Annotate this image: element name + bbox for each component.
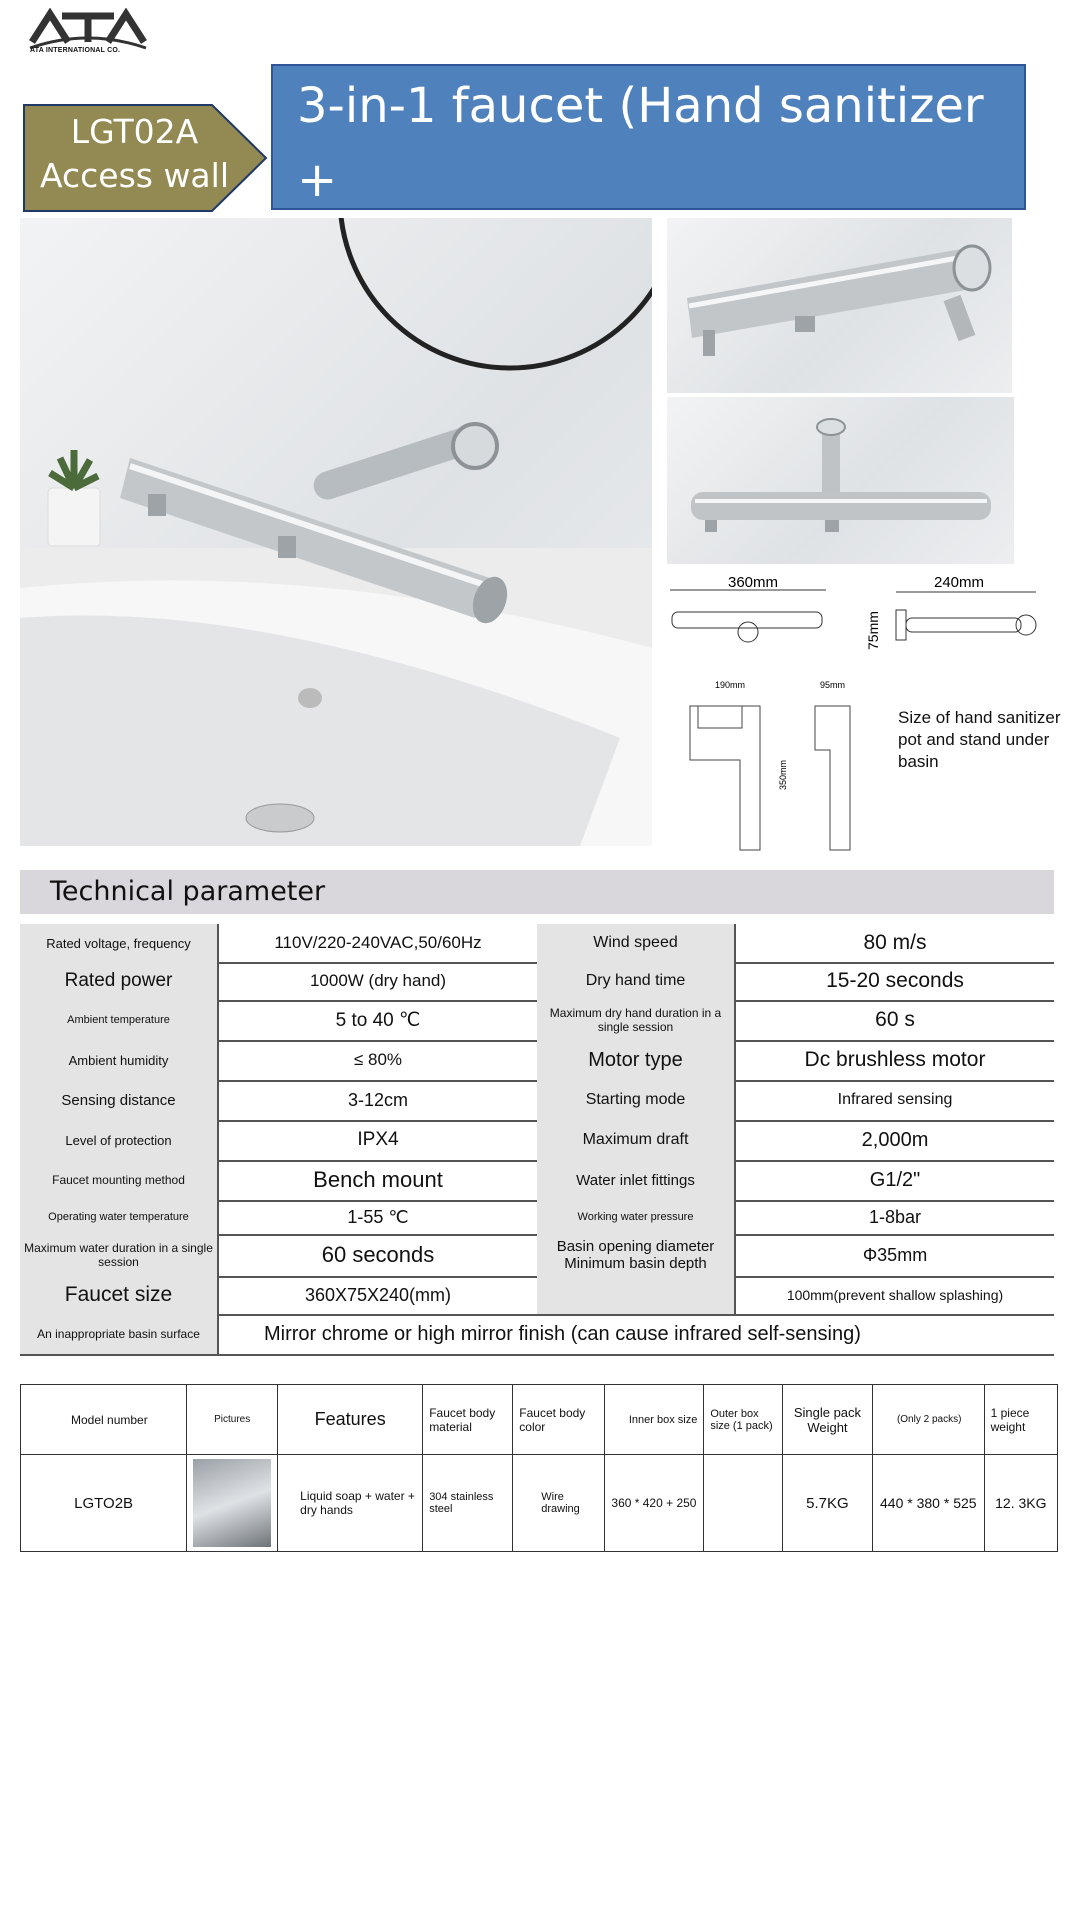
- td-two-packs: 440 * 380 * 525: [872, 1455, 984, 1552]
- param-value: 110V/220-240VAC,50/60Hz: [217, 924, 537, 962]
- dimension-drawing: [666, 570, 1046, 670]
- param-label: Working water pressure: [537, 1200, 734, 1234]
- dim-height: 75mm: [865, 611, 881, 650]
- company-name: ATA INTERNATIONAL CO.: [30, 47, 121, 54]
- param-value: 360X75X240(mm): [217, 1276, 537, 1314]
- param-value: Φ35mm: [734, 1234, 1054, 1276]
- param-row: [20, 1000, 1054, 1042]
- table-row: [21, 1455, 1058, 1552]
- td-features: Liquid soap + water + dry hands: [278, 1455, 423, 1552]
- model-code: LGT02A: [70, 112, 199, 151]
- param-value: Bench mount: [217, 1160, 537, 1200]
- th-piece-weight: 1 piece weight: [984, 1385, 1057, 1455]
- th-color: Faucet body color: [513, 1385, 604, 1455]
- param-value: Mirror chrome or high mirror finish (can cause infrared self-sensing): [217, 1314, 1054, 1354]
- product-thumbnail: [193, 1459, 271, 1547]
- param-label: Operating water temperature: [20, 1200, 217, 1234]
- title-line-1: 3-in-1 faucet (Hand sanitizer +: [297, 78, 984, 208]
- param-label: Water inlet fittings: [537, 1160, 734, 1200]
- param-value: 2,000m: [734, 1120, 1054, 1160]
- param-label: Level of protection: [20, 1120, 217, 1160]
- pot-width: 190mm: [715, 680, 746, 690]
- td-picture: [187, 1455, 278, 1552]
- param-label: Rated power: [20, 962, 217, 1000]
- param-label: [537, 1276, 734, 1314]
- model-type: Access wall: [39, 156, 229, 195]
- param-label: Dry hand time: [537, 962, 734, 1000]
- param-value: 100mm(prevent shallow splashing): [734, 1276, 1054, 1314]
- param-label: Starting mode: [537, 1080, 734, 1120]
- param-value: IPX4: [217, 1120, 537, 1160]
- side-photo-front: [667, 397, 1014, 564]
- page-title: [271, 64, 1026, 210]
- param-label: Rated voltage, frequency: [20, 924, 217, 962]
- param-row: [20, 1120, 1054, 1162]
- td-color: Wire drawing: [513, 1455, 604, 1552]
- param-row-basin-surface: [20, 1314, 1054, 1356]
- param-label: Ambient humidity: [20, 1040, 217, 1080]
- param-row: [20, 1040, 1054, 1082]
- th-material: Faucet body material: [423, 1385, 513, 1455]
- tech-param-header: Technical parameter: [20, 870, 1054, 914]
- th-model: Model number: [21, 1385, 187, 1455]
- param-value: Infrared sensing: [734, 1080, 1054, 1120]
- td-model: LGTO2B: [21, 1455, 187, 1552]
- param-label: Sensing distance: [20, 1080, 217, 1120]
- param-value: 3-12cm: [217, 1080, 537, 1120]
- param-row: [20, 1234, 1054, 1278]
- param-label: Ambient temperature: [20, 1000, 217, 1040]
- td-piece-weight: 12. 3KG: [984, 1455, 1057, 1552]
- pot-drawing: [680, 670, 910, 865]
- th-pack-weight: Single pack Weight: [782, 1385, 872, 1455]
- param-value: 15-20 seconds: [734, 962, 1054, 1000]
- param-label: Wind speed: [537, 924, 734, 962]
- param-value: ≤ 80%: [217, 1040, 537, 1080]
- param-label: Maximum dry hand duration in a single session: [537, 1000, 734, 1040]
- param-label: Faucet mounting method: [20, 1160, 217, 1200]
- td-outer-box: [704, 1455, 783, 1552]
- th-inner-box: Inner box size: [604, 1385, 704, 1455]
- param-label: Basin opening diameter Minimum basin depth: [537, 1234, 734, 1276]
- th-pictures: Pictures: [187, 1385, 278, 1455]
- side-photo-top: [667, 218, 1012, 393]
- param-label: Maximum water duration in a single session: [20, 1234, 217, 1276]
- param-value: G1/2": [734, 1160, 1054, 1200]
- param-label: Faucet size: [20, 1276, 217, 1314]
- param-row: [20, 1160, 1054, 1202]
- param-value: 60 seconds: [217, 1234, 537, 1276]
- pot-size-note: Size of hand sanitizer pot and stand under basin: [898, 708, 1061, 771]
- main-product-photo: [20, 218, 652, 846]
- td-material: 304 stainless steel: [423, 1455, 513, 1552]
- td-inner-box: 360 * 420 + 250: [604, 1455, 704, 1552]
- param-label: Maximum draft: [537, 1120, 734, 1160]
- param-value: 60 s: [734, 1000, 1054, 1040]
- param-row: [20, 1200, 1054, 1236]
- td-pack-weight: 5.7KG: [782, 1455, 872, 1552]
- param-value: 5 to 40 ℃: [217, 1000, 537, 1040]
- th-two-packs: (Only 2 packs): [872, 1385, 984, 1455]
- param-value: 1000W (dry hand): [217, 962, 537, 1000]
- param-label: Motor type: [537, 1040, 734, 1080]
- dim-width: 360mm: [728, 574, 779, 591]
- table-header-row: [21, 1385, 1058, 1455]
- param-row: [20, 962, 1054, 1002]
- param-row: [20, 1080, 1054, 1122]
- param-value: 80 m/s: [734, 924, 1054, 962]
- th-features: Features: [278, 1385, 423, 1455]
- param-label: An inappropriate basin surface: [20, 1314, 217, 1354]
- param-row: [20, 924, 1054, 964]
- product-table: [20, 1384, 1058, 1552]
- dim-depth: 240mm: [934, 574, 985, 591]
- param-value: Dc brushless motor: [734, 1040, 1054, 1080]
- param-value: 1-8bar: [734, 1200, 1054, 1234]
- th-outer-box: Outer box size (1 pack): [704, 1385, 783, 1455]
- param-row: [20, 1276, 1054, 1316]
- param-value: 1-55 ℃: [217, 1200, 537, 1234]
- model-tag: [22, 110, 247, 198]
- pot-height: 350mm: [778, 759, 788, 790]
- pot-depth: 95mm: [820, 680, 846, 690]
